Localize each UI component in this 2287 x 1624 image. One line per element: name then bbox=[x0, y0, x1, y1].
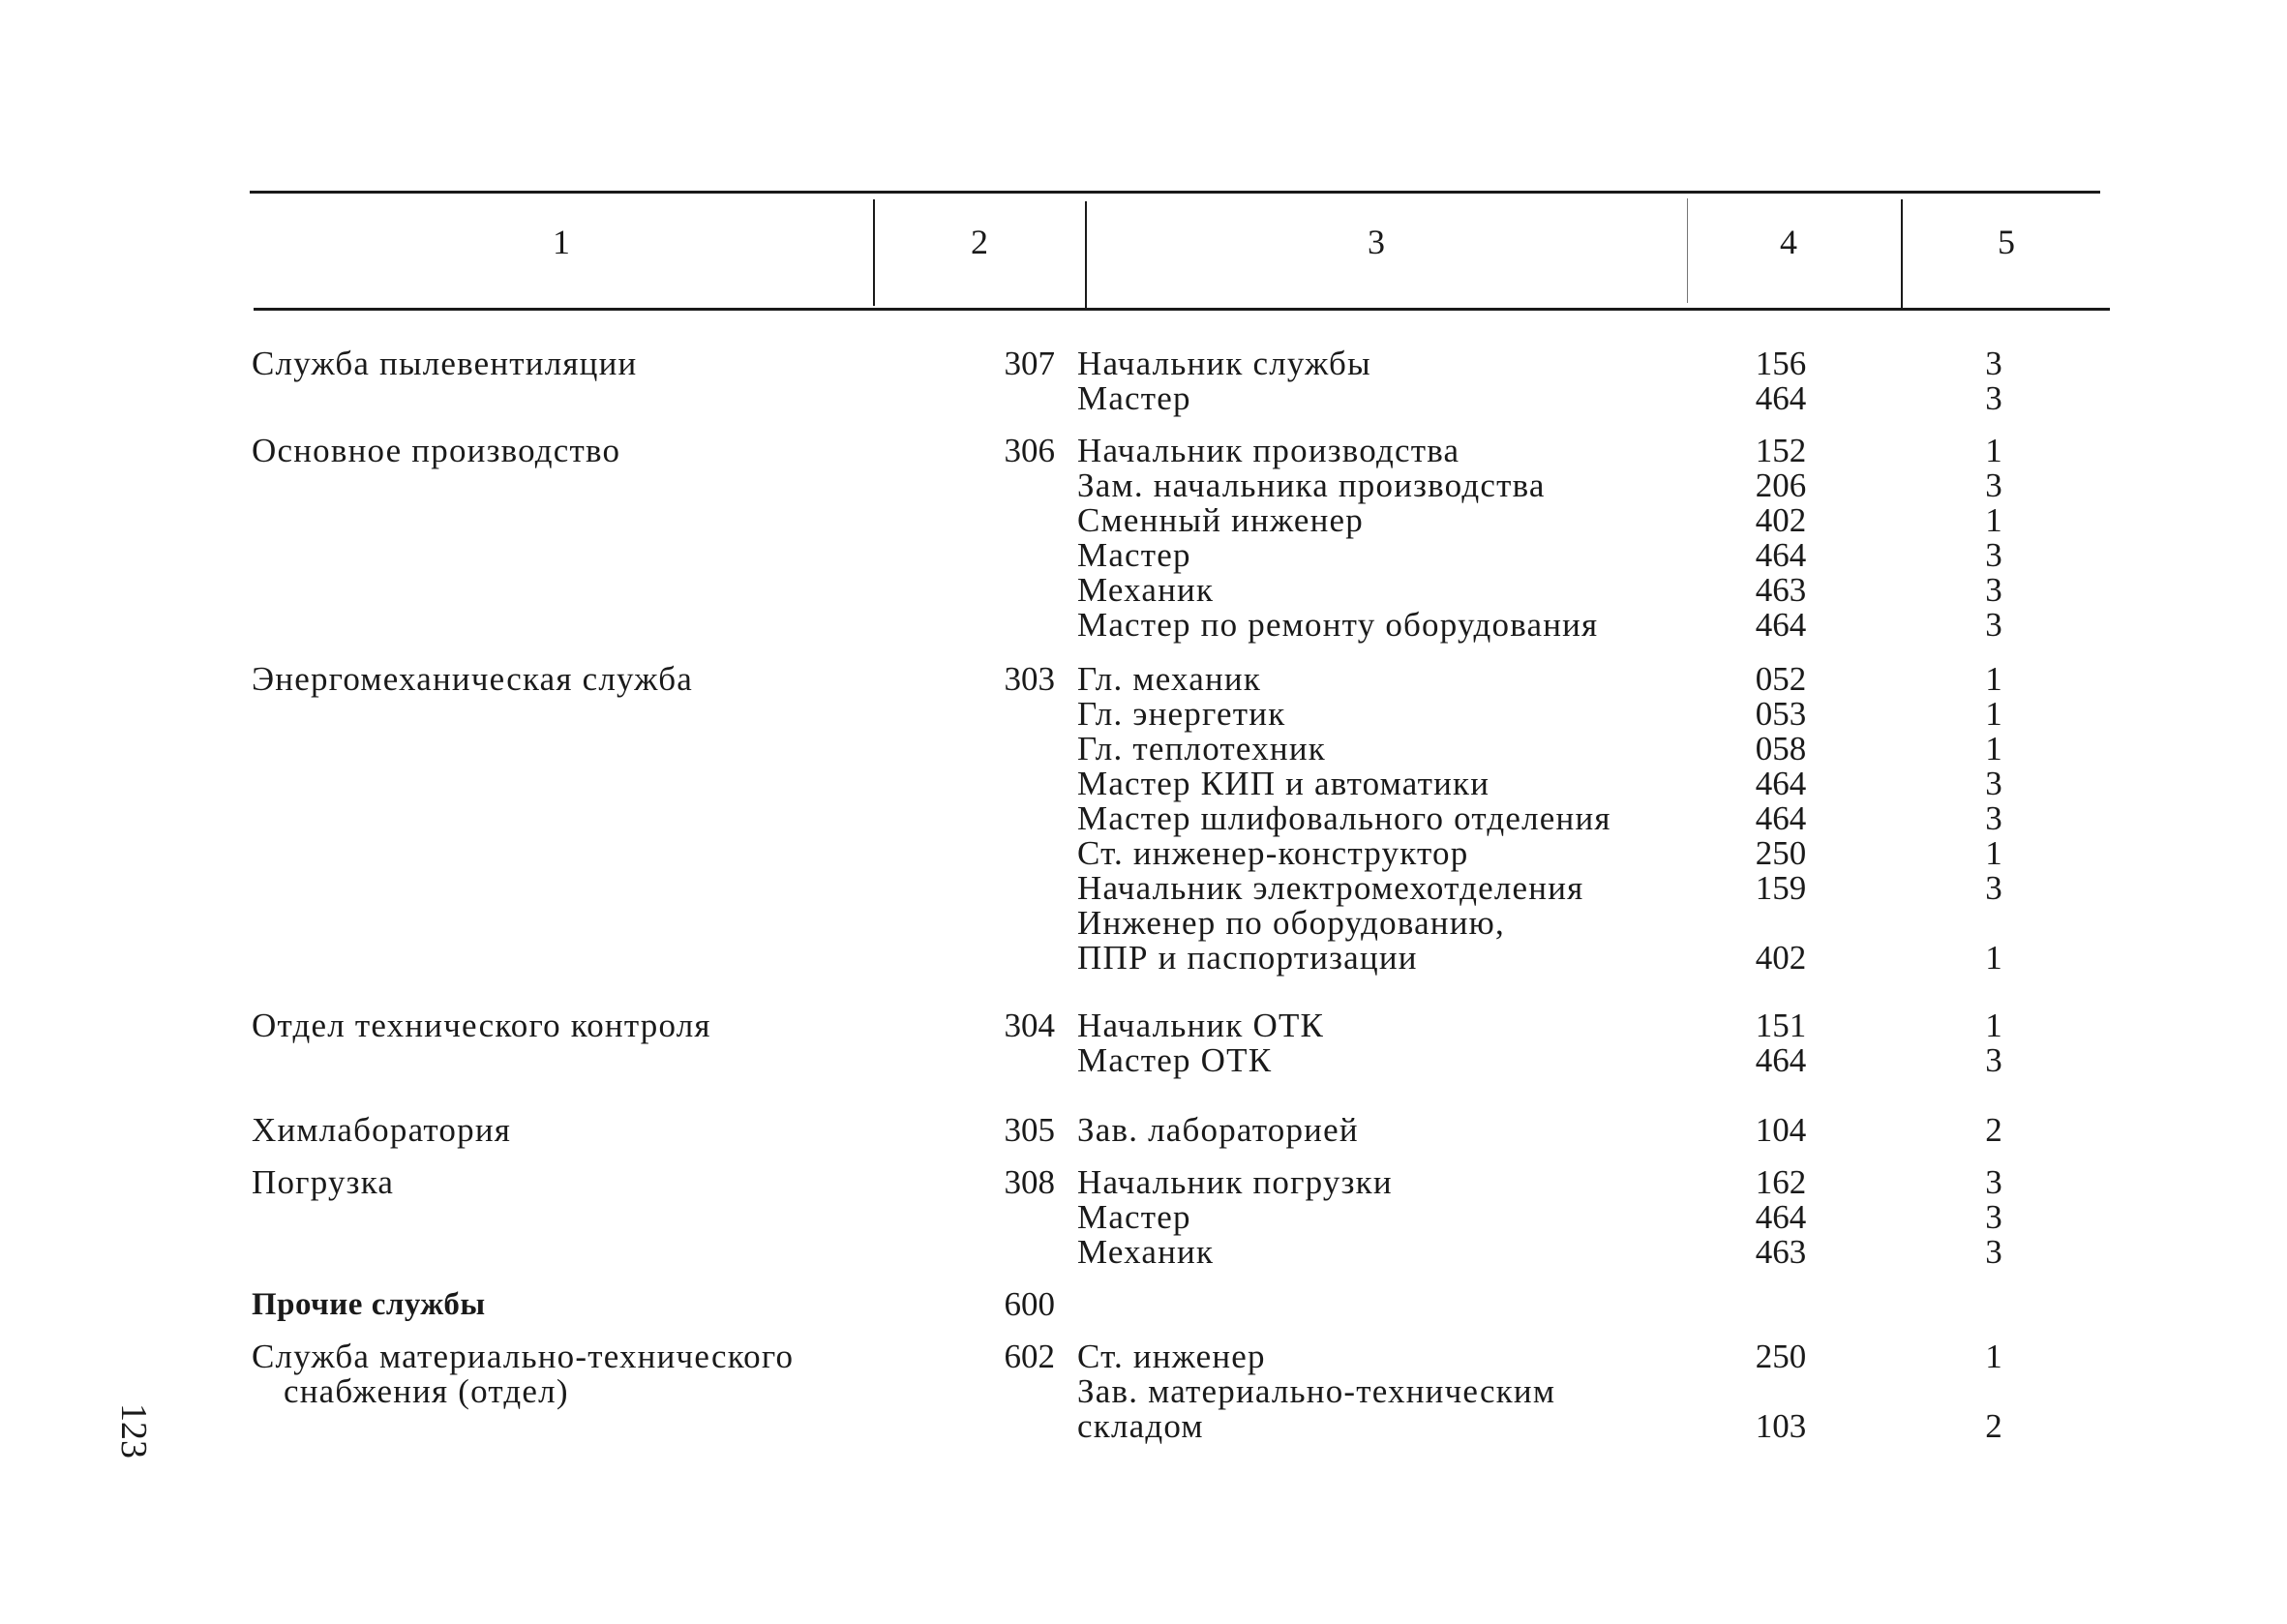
position-title: Механик bbox=[1077, 571, 1215, 609]
position-category: 1 bbox=[1985, 695, 2002, 733]
table-row bbox=[0, 1008, 2287, 1043]
table-row bbox=[0, 1200, 2287, 1235]
position-code: 162 bbox=[1755, 1163, 1807, 1201]
position-code: 058 bbox=[1755, 730, 1807, 767]
department-code: 304 bbox=[1004, 1007, 1055, 1044]
position-code: 464 bbox=[1755, 1041, 1807, 1079]
position-code: 464 bbox=[1755, 379, 1807, 417]
position-category: 3 bbox=[1985, 765, 2002, 802]
position-code: 463 bbox=[1755, 1233, 1807, 1271]
position-title: Мастер шлифовального отделения bbox=[1077, 799, 1611, 837]
position-code: 464 bbox=[1755, 765, 1807, 802]
department-code: 303 bbox=[1004, 660, 1055, 698]
position-code: 206 bbox=[1755, 466, 1807, 504]
position-category: 1 bbox=[1985, 730, 2002, 767]
position-title: Начальник производства bbox=[1077, 432, 1460, 469]
position-title: Инженер по оборудованию, ППР и паспортизации bbox=[1077, 904, 1505, 977]
position-category: 3 bbox=[1985, 571, 2002, 609]
position-code: 053 bbox=[1755, 695, 1807, 733]
table-row bbox=[0, 697, 2287, 732]
position-code: 151 bbox=[1755, 1007, 1807, 1044]
position-code: 402 bbox=[1755, 939, 1807, 977]
position-category: 1 bbox=[1985, 432, 2002, 469]
table-row bbox=[0, 1165, 2287, 1200]
position-title: Механик bbox=[1077, 1233, 1215, 1271]
table-row bbox=[0, 732, 2287, 767]
position-category: 3 bbox=[1985, 466, 2002, 504]
department-code: 308 bbox=[1004, 1163, 1055, 1201]
position-title: Мастер bbox=[1077, 1198, 1191, 1236]
table-row bbox=[0, 468, 2287, 503]
position-title: Зав. материально-техническим складом bbox=[1077, 1372, 1556, 1445]
position-title: Мастер по ремонту оборудования bbox=[1077, 606, 1599, 644]
table-row bbox=[0, 871, 2287, 906]
position-category: 1 bbox=[1985, 1338, 2002, 1375]
department-name: Отдел технического контроля bbox=[252, 1007, 711, 1044]
table-row bbox=[0, 1113, 2287, 1148]
position-code: 103 bbox=[1755, 1407, 1807, 1445]
department-code: 600 bbox=[1004, 1285, 1055, 1323]
position-title: Зам. начальника производства bbox=[1077, 466, 1546, 504]
department-name: Прочие службы bbox=[252, 1287, 486, 1322]
column-header-4 bbox=[1730, 225, 1847, 259]
position-code: 250 bbox=[1755, 1338, 1807, 1375]
column-header-5-label: 5 bbox=[1998, 223, 2015, 261]
department-name: Служба материально-технического снабжения (отдел) bbox=[252, 1338, 795, 1410]
position-code: 463 bbox=[1755, 571, 1807, 609]
column-header-4-label: 4 bbox=[1780, 223, 1797, 261]
position-title: Гл. теплотехник bbox=[1077, 730, 1326, 767]
position-category: 2 bbox=[1985, 1407, 2002, 1445]
table-row bbox=[0, 503, 2287, 538]
table-row bbox=[0, 1235, 2287, 1270]
table-row bbox=[0, 434, 2287, 468]
position-category: 2 bbox=[1985, 1111, 2002, 1149]
table-row bbox=[0, 906, 2287, 976]
column-header-3 bbox=[1318, 225, 1434, 259]
position-category: 3 bbox=[1985, 536, 2002, 574]
column-header-1-label: 1 bbox=[553, 223, 570, 261]
department-name: Служба пылевентиляции bbox=[252, 345, 638, 382]
department-name: Энергомеханическая служба bbox=[252, 660, 693, 698]
table-row bbox=[0, 538, 2287, 573]
position-title: Ст. инженер bbox=[1077, 1338, 1266, 1375]
position-category: 3 bbox=[1985, 345, 2002, 382]
column-header-2 bbox=[921, 225, 1038, 259]
position-code: 159 bbox=[1755, 869, 1807, 907]
position-code: 464 bbox=[1755, 1198, 1807, 1236]
header-bottom-rule bbox=[254, 308, 2110, 311]
column-header-3-label: 3 bbox=[1368, 223, 1385, 261]
column-divider-1 bbox=[873, 199, 875, 306]
department-code: 306 bbox=[1004, 432, 1055, 469]
column-divider-2 bbox=[1085, 201, 1087, 310]
table-row bbox=[0, 836, 2287, 871]
position-code: 250 bbox=[1755, 834, 1807, 872]
table-row bbox=[0, 1339, 2287, 1374]
column-header-2-label: 2 bbox=[971, 223, 988, 261]
header-top-rule bbox=[250, 191, 2100, 194]
table-row bbox=[0, 346, 2287, 381]
position-category: 3 bbox=[1985, 1198, 2002, 1236]
department-code: 307 bbox=[1004, 345, 1055, 382]
position-code: 464 bbox=[1755, 606, 1807, 644]
department-name: Основное производство bbox=[252, 432, 621, 469]
department-code: 602 bbox=[1004, 1338, 1055, 1375]
position-category: 3 bbox=[1985, 606, 2002, 644]
position-category: 3 bbox=[1985, 379, 2002, 417]
table-row bbox=[0, 1043, 2287, 1078]
position-category: 1 bbox=[1985, 834, 2002, 872]
position-title: Начальник ОТК bbox=[1077, 1007, 1325, 1044]
position-category: 3 bbox=[1985, 869, 2002, 907]
column-header-5 bbox=[1948, 225, 2064, 259]
table-row bbox=[0, 381, 2287, 416]
department-code: 305 bbox=[1004, 1111, 1055, 1149]
position-title: Начальник погрузки bbox=[1077, 1163, 1393, 1201]
position-category: 3 bbox=[1985, 1041, 2002, 1079]
position-code: 464 bbox=[1755, 799, 1807, 837]
position-code: 156 bbox=[1755, 345, 1807, 382]
position-code: 402 bbox=[1755, 501, 1807, 539]
position-title: Мастер КИП и автоматики bbox=[1077, 765, 1490, 802]
table-row bbox=[0, 573, 2287, 608]
position-title: Гл. энергетик bbox=[1077, 695, 1286, 733]
position-category: 1 bbox=[1985, 939, 2002, 977]
table-row bbox=[0, 801, 2287, 836]
department-name: Погрузка bbox=[252, 1163, 395, 1201]
position-title: Мастер ОТК bbox=[1077, 1041, 1273, 1079]
table-row bbox=[0, 767, 2287, 801]
page-number: 123 bbox=[113, 1403, 154, 1459]
position-category: 1 bbox=[1985, 660, 2002, 698]
position-title: Мастер bbox=[1077, 536, 1191, 574]
position-code: 464 bbox=[1755, 536, 1807, 574]
column-divider-4 bbox=[1901, 199, 1903, 308]
position-category: 3 bbox=[1985, 1233, 2002, 1271]
department-name: Химлаборатория bbox=[252, 1111, 512, 1149]
position-code: 152 bbox=[1755, 432, 1807, 469]
column-divider-3 bbox=[1687, 198, 1688, 303]
position-title: Начальник электромехотделения bbox=[1077, 869, 1584, 907]
position-title: Гл. механик bbox=[1077, 660, 1262, 698]
position-title: Сменный инженер bbox=[1077, 501, 1364, 539]
table-row bbox=[0, 662, 2287, 697]
position-category: 3 bbox=[1985, 1163, 2002, 1201]
table-row bbox=[0, 1374, 2287, 1444]
position-category: 1 bbox=[1985, 501, 2002, 539]
column-header-1 bbox=[503, 225, 619, 259]
position-title: Зав. лабораторией bbox=[1077, 1111, 1359, 1149]
position-title: Мастер bbox=[1077, 379, 1191, 417]
position-code: 052 bbox=[1755, 660, 1807, 698]
position-title: Ст. инженер-конструктор bbox=[1077, 834, 1469, 872]
position-code: 104 bbox=[1755, 1111, 1807, 1149]
position-category: 3 bbox=[1985, 799, 2002, 837]
position-category: 1 bbox=[1985, 1007, 2002, 1044]
table-row bbox=[0, 608, 2287, 643]
position-title: Начальник службы bbox=[1077, 345, 1371, 382]
